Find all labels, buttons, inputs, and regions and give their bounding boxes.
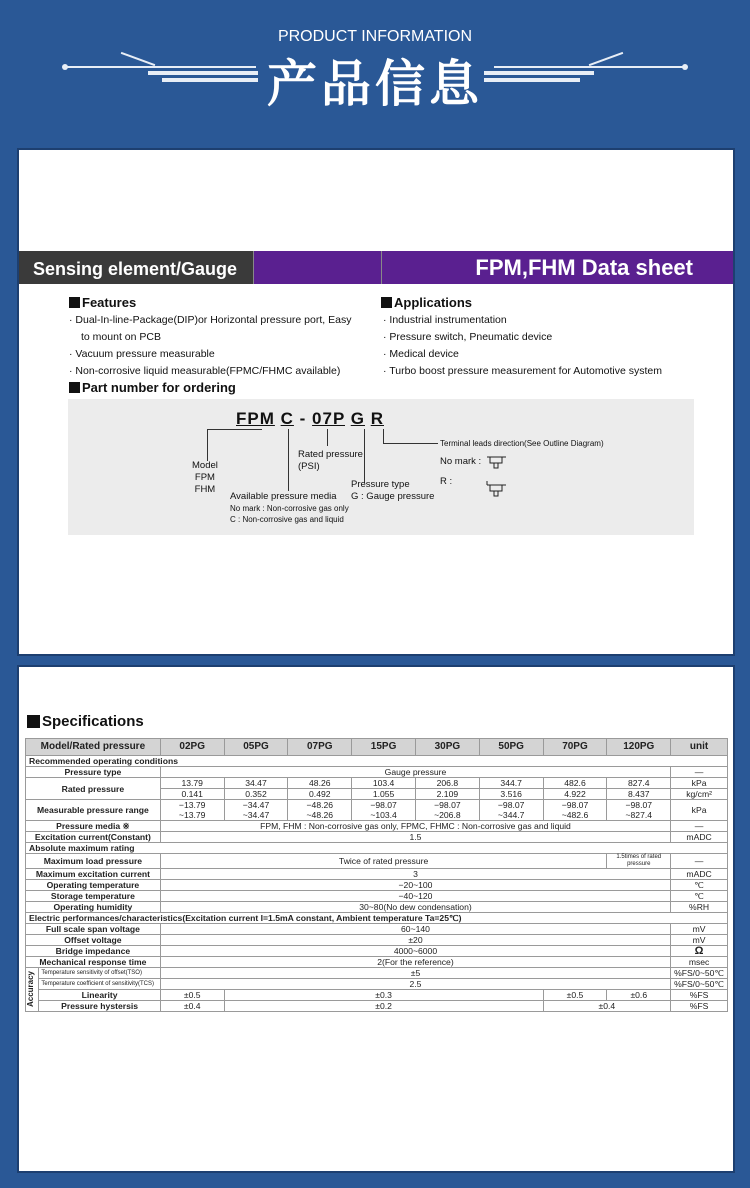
row-unit: %FS/0~50℃ [671, 979, 728, 990]
section-label: Absolute maximum rating [26, 843, 728, 854]
header-cell: 120PG [607, 739, 671, 756]
cell: 0.492 [288, 789, 352, 800]
row-unit: kPa [671, 800, 728, 821]
row-value: 1.5 [160, 832, 670, 843]
row-value: −40~120 [160, 891, 670, 902]
specifications-table [25, 738, 728, 1012]
row-value: 3 [160, 869, 670, 880]
table-row [26, 924, 728, 935]
row-value: −20~100 [160, 880, 670, 891]
range-high: ~103.4 [370, 810, 397, 820]
row-unit: ℃ [671, 880, 728, 891]
range-high: ~206.8 [434, 810, 461, 820]
deco-bar-left-1 [148, 71, 258, 75]
cell [224, 800, 288, 821]
row-value: FPM, FHM : Non-corrosive gas only, FPMC, FHMC : Non-corrosive gas and liquid [160, 821, 670, 832]
rated-pressure-label: Rated pressure [298, 449, 363, 460]
table-row [26, 821, 728, 832]
table-row [26, 832, 728, 843]
row-label: Linearity [39, 990, 160, 1001]
row-label: Operating humidity [26, 902, 161, 913]
code-type: G [350, 409, 365, 428]
code-rated: 07P [312, 409, 345, 428]
applications-list [383, 312, 662, 380]
range-low: −98.07 [434, 800, 461, 810]
table-row [26, 891, 728, 902]
range-high: ~827.4 [625, 810, 653, 820]
header-cell: 70PG [543, 739, 607, 756]
header-cell: 30PG [415, 739, 479, 756]
model-option: FPM [194, 472, 215, 483]
row-label: Pressure hystersis [39, 1001, 160, 1012]
title-bar [19, 251, 733, 284]
table-row [26, 957, 728, 968]
row-unit: %FS [671, 1001, 728, 1012]
row-value: ±0.2 [224, 1001, 543, 1012]
cell: 206.8 [415, 778, 479, 789]
leader-line-rated [327, 429, 328, 446]
leader-line-terminal [383, 429, 384, 443]
row-unit: msec [671, 957, 728, 968]
specifications-panel [17, 665, 735, 1173]
row-unit: — [671, 821, 728, 832]
header-title-zh: 产品信息 [267, 55, 483, 113]
cell [160, 800, 224, 821]
table-row [26, 869, 728, 880]
cell: 0.352 [224, 789, 288, 800]
header-cell: 50PG [479, 739, 543, 756]
applications-item: · Turbo boost pressure measurement for Automotive system [383, 365, 662, 377]
title-data-sheet: FPM,FHM Data sheet [381, 251, 733, 284]
part-number-heading-text: Part number for ordering [82, 380, 236, 395]
row-label: Measurable pressure range [26, 800, 161, 821]
terminal-direction-icon [484, 453, 510, 499]
accuracy-cell [26, 968, 39, 1012]
row-unit: — [671, 767, 728, 778]
table-row [26, 854, 728, 869]
table-row [26, 935, 728, 946]
title-sensing-element: Sensing element/Gauge [19, 251, 253, 284]
row-label: Operating temperature [26, 880, 161, 891]
range-low: −13.79 [178, 800, 206, 810]
row-label: Temperature coefficient of sensitivity(TCS) [39, 979, 160, 990]
part-number-heading [69, 380, 236, 395]
table-row [26, 979, 728, 990]
table-header-row [26, 739, 728, 756]
row-label: Temperature sensitivity of offset(TSO) [39, 968, 160, 979]
deco-line-right [494, 66, 684, 68]
range-low: −34.47 [242, 800, 270, 810]
code-terminal: R [370, 409, 384, 428]
features-item: · Dual-In-line-Package(DIP)or Horizontal pressure port, Easy [69, 314, 352, 326]
row-unit: mADC [671, 832, 728, 843]
table-row [26, 843, 728, 854]
cell: 827.4 [607, 778, 671, 789]
applications-heading [381, 295, 472, 310]
cell [479, 800, 543, 821]
cell: 1.055 [352, 789, 416, 800]
range-high: ~13.79 [178, 810, 206, 820]
leader-line-media [288, 429, 289, 491]
table-row [26, 778, 728, 789]
table-row [26, 800, 728, 821]
cell: 103.4 [352, 778, 416, 789]
cell: 0.141 [160, 789, 224, 800]
range-high: ~48.26 [306, 810, 334, 820]
leader-line-terminal-h [383, 443, 438, 444]
row-value: Twice of rated pressure [160, 854, 607, 869]
media-options [230, 503, 349, 525]
pressure-type-label: Pressure type [351, 479, 410, 490]
row-label: Maximum load pressure [26, 854, 161, 869]
row-label: Pressure type [26, 767, 161, 778]
square-bullet-icon [381, 297, 392, 308]
applications-item: · Medical device [383, 348, 459, 360]
row-label: Full scale span voltage [26, 924, 161, 935]
row-value: ±0.4 [160, 1001, 224, 1012]
square-bullet-icon [69, 297, 80, 308]
row-unit: mV [671, 935, 728, 946]
model-label-group [192, 460, 218, 496]
range-low: −48.26 [306, 800, 334, 810]
deco-bar-right-2 [484, 78, 580, 82]
row-label: Offset voltage [26, 935, 161, 946]
row-label: Maximum excitation current [26, 869, 161, 880]
code-media: C [280, 409, 294, 428]
header-cell: unit [671, 739, 728, 756]
section-label: Recommended operating conditions [26, 756, 728, 767]
table-row [26, 767, 728, 778]
part-number-code [236, 409, 384, 429]
table-row [26, 902, 728, 913]
model-option: FHM [194, 484, 216, 495]
row-value-120pg: 1.5times of rated pressure [607, 854, 671, 869]
table-row [26, 946, 728, 957]
cell: 2.109 [415, 789, 479, 800]
header-banner [0, 0, 750, 133]
row-unit: kg/cm² [671, 789, 728, 800]
row-label: Bridge impedance [26, 946, 161, 957]
deco-bar-left-2 [162, 78, 258, 82]
features-heading-text: Features [82, 295, 137, 310]
row-value: 4000~6000 [160, 946, 670, 957]
table-row [26, 880, 728, 891]
features-item: · Vacuum pressure measurable [69, 348, 215, 360]
row-value: ±0.4 [543, 1001, 671, 1012]
header-cell: 05PG [224, 739, 288, 756]
cell: 3.516 [479, 789, 543, 800]
table-row [26, 968, 728, 979]
cell [415, 800, 479, 821]
applications-heading-text: Applications [394, 295, 473, 310]
terminal-r: R : [440, 476, 453, 487]
leader-line-model-h [207, 429, 262, 430]
header-cell: 15PG [352, 739, 416, 756]
row-value: ±5 [160, 968, 670, 979]
ptype-group [351, 479, 434, 503]
row-value: ±0.5 [160, 990, 224, 1001]
row-value: 2(For the reference) [160, 957, 670, 968]
table-row [26, 913, 728, 924]
cell [288, 800, 352, 821]
row-value: ±0.6 [607, 990, 671, 1001]
specifications-heading [27, 713, 144, 730]
header-cell: 07PG [288, 739, 352, 756]
cell [607, 800, 671, 821]
leader-line-model [207, 429, 208, 461]
header-cell: 02PG [160, 739, 224, 756]
media-label: Available pressure media [230, 491, 337, 502]
deco-line-left [66, 66, 256, 68]
row-unit: ℃ [671, 891, 728, 902]
row-label: Storage temperature [26, 891, 161, 902]
range-high: ~34.47 [242, 810, 270, 820]
table-row [26, 1001, 728, 1012]
row-label: Pressure media ※ [26, 821, 161, 832]
accuracy-label: Accuracy [26, 971, 35, 1008]
specifications-heading-text: Specifications [42, 713, 144, 730]
deco-bar-right-1 [484, 71, 594, 75]
rated-label-group [298, 449, 363, 473]
cell: 482.6 [543, 778, 607, 789]
features-item: to mount on PCB [81, 331, 161, 343]
row-value: 2.5 [160, 979, 670, 990]
row-label: Mechanical response time [26, 957, 161, 968]
row-unit: Ω [671, 946, 728, 957]
model-label: Model [192, 460, 218, 471]
media-option: No mark : Non-corrosive gas only [230, 504, 349, 513]
table-row [26, 756, 728, 767]
square-bullet-icon [69, 382, 80, 393]
media-option: C : Non-corrosive gas and liquid [230, 515, 344, 524]
row-value: Gauge pressure [160, 767, 670, 778]
square-bullet-icon [27, 715, 40, 728]
rated-pressure-unit: (PSI) [298, 461, 320, 472]
cell [352, 800, 416, 821]
header-cell: Model/Rated pressure [26, 739, 161, 756]
terminal-nomark: No mark : [440, 456, 482, 467]
pressure-type-option: G : Gauge pressure [351, 491, 435, 502]
cell: 8.437 [607, 789, 671, 800]
row-value: 60~140 [160, 924, 670, 935]
features-heading [69, 295, 136, 310]
range-low: −98.07 [561, 800, 589, 810]
row-unit: mV [671, 924, 728, 935]
row-label: Rated pressure [26, 778, 161, 800]
row-unit: kPa [671, 778, 728, 789]
cell: 34.47 [224, 778, 288, 789]
row-value: ±0.3 [224, 990, 543, 1001]
table-row [26, 990, 728, 1001]
features-list [69, 312, 351, 380]
range-high: ~344.7 [497, 810, 525, 820]
row-unit: %FS/0~50℃ [671, 968, 728, 979]
applications-item: · Industrial instrumentation [383, 314, 507, 326]
row-unit: %FS [671, 990, 728, 1001]
range-high: ~482.6 [561, 810, 589, 820]
title-bar-spacer [253, 251, 381, 284]
row-unit: %RH [671, 902, 728, 913]
cell: 4.922 [543, 789, 607, 800]
applications-item: · Pressure switch, Pneumatic device [383, 331, 553, 343]
row-value: 30~80(No dew condensation) [160, 902, 670, 913]
code-dash: - [299, 409, 307, 428]
row-value: ±20 [160, 935, 670, 946]
range-low: −98.07 [625, 800, 653, 810]
cell [543, 800, 607, 821]
cell: 13.79 [160, 778, 224, 789]
features-item: · Non-corrosive liquid measurable(FPMC/FHMC available) [69, 365, 341, 377]
row-unit: — [671, 854, 728, 869]
row-value: ±0.5 [543, 990, 607, 1001]
cell: 48.26 [288, 778, 352, 789]
part-number-diagram [68, 399, 694, 535]
section-label: Electric performances/characteristics(Excitation current I=1.5mA constant, Ambient temperature Ta=25℃) [26, 913, 728, 924]
leader-line-type [364, 429, 365, 483]
row-label: Excitation current(Constant) [26, 832, 161, 843]
row-unit: mADC [671, 869, 728, 880]
terminal-label: Terminal leads direction(See Outline Diagram) [440, 439, 604, 448]
cell: 344.7 [479, 778, 543, 789]
header-title-en: PRODUCT INFORMATION [277, 28, 473, 45]
range-low: −98.07 [497, 800, 525, 810]
range-low: −98.07 [370, 800, 397, 810]
code-model: FPM [236, 409, 275, 428]
datasheet-panel [17, 148, 735, 656]
